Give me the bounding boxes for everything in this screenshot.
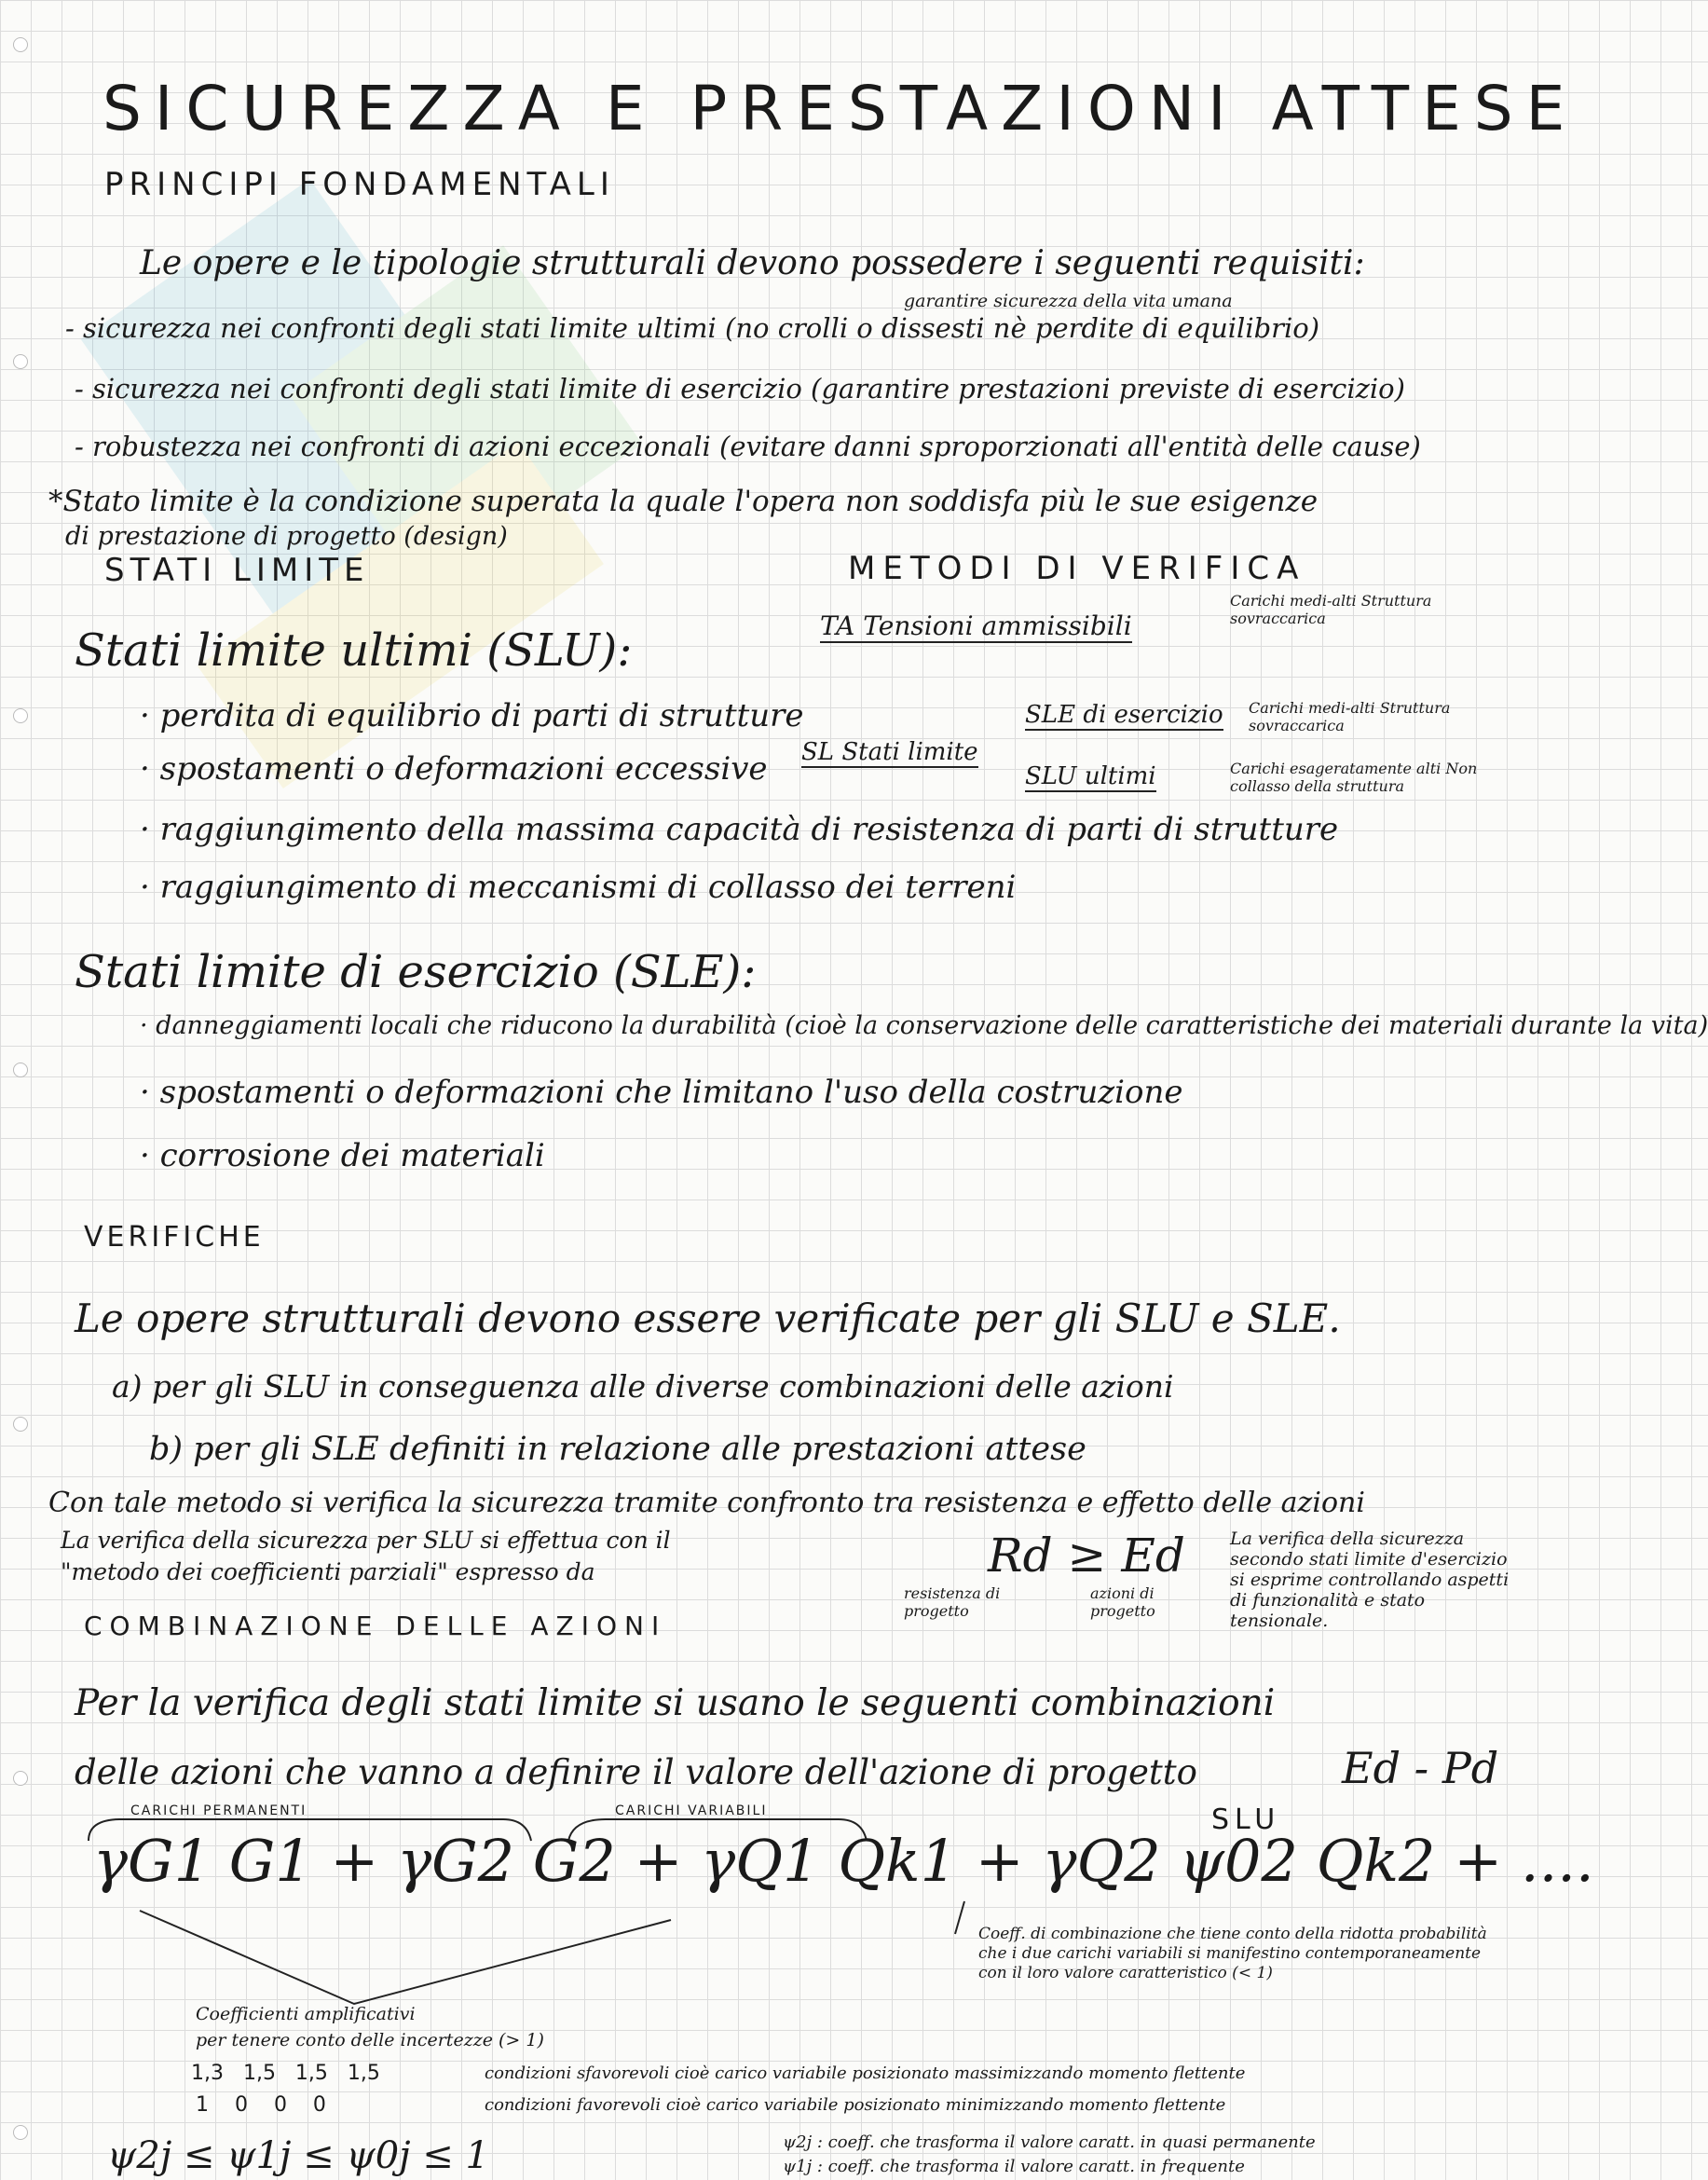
slu-item: · raggiungimento della massima capacità di resistenza di parti di strutture bbox=[140, 811, 1339, 848]
metodi-heading: METODI DI VERIFICA bbox=[848, 550, 1306, 587]
combinazione-heading: COMBINAZIONE DELLE AZIONI bbox=[84, 1611, 667, 1641]
carichi-permanenti-label: CARICHI PERMANENTI bbox=[130, 1803, 307, 1818]
psi2-definition: ψ2j : coeff. che trasforma il valore caratt. in quasi permanente bbox=[783, 2132, 1316, 2152]
amplificativi-note-2: per tenere conto delle incertezze (> 1) bbox=[196, 2030, 544, 2050]
definition-line-2: di prestazione di progetto (design) bbox=[65, 522, 508, 551]
req1-note: garantire sicurezza della vita umana bbox=[904, 291, 1233, 311]
sle-item: · danneggiamenti locali che riducono la durabilità (cioè la conservazione delle caratteristiche dei materiali durante la vita) bbox=[140, 1011, 1708, 1040]
requirement-3: - robustezza nei confronti di azioni eccezionali (evitare danni sproporzionati all'entità delle cause) bbox=[75, 431, 1421, 462]
verifiche-line-3: b) per gli SLE definiti in relazione alle prestazioni attese bbox=[149, 1431, 1086, 1468]
sle-heading: Stati limite di esercizio (SLE): bbox=[75, 946, 757, 998]
slu-heading: Stati limite ultimi (SLU): bbox=[75, 624, 633, 677]
principi-intro: Le opere e le tipologie strutturali devono possedere i seguenti requisiti: bbox=[140, 244, 1365, 282]
verifiche-heading: VERIFICHE bbox=[84, 1221, 265, 1254]
psi1-definition: ψ1j : coeff. che trasforma il valore caratt. in frequente bbox=[783, 2157, 1245, 2176]
principi-heading: PRINCIPI FONDAMENTALI bbox=[104, 166, 615, 203]
sle-item: · spostamenti o deformazioni che limitano l'uso della costruzione bbox=[140, 1074, 1183, 1111]
verifiche-line-1: Le opere strutturali devono essere verificate per gli SLU e SLE. bbox=[75, 1296, 1341, 1341]
stati-limite-heading: STATI LIMITE bbox=[104, 552, 370, 589]
metodo-sle: SLE di esercizio bbox=[1025, 701, 1223, 729]
verifiche-line-4: Con tale metodo si verifica la sicurezza tramite confronto tra resistenza e effetto delle azioni bbox=[48, 1487, 1365, 1519]
combinazione-line-1: Per la verifica degli stati limite si usano le seguenti combinazioni bbox=[75, 1682, 1276, 1724]
psi-inequality: ψ2j ≤ ψ1j ≤ ψ0j ≤ 1 bbox=[107, 2134, 489, 2177]
metodo-ta-note: Carichi medi-alti Struttura sovraccarica bbox=[1230, 592, 1432, 627]
coefficienti-row-1-text: condizioni sfavorevoli cioè carico variabile posizionato massimizzando momento flettente bbox=[485, 2063, 1246, 2083]
sle-side-note: La verifica della sicurezza secondo stati limite d'esercizio si esprime controllando aspetti di funzionalità e stato tensionale. bbox=[1230, 1529, 1510, 1631]
psi-note: Coeff. di combinazione che tiene conto della ridotta probabilità che i due carichi variabili si manifestino contemporaneamente con il loro valore caratteristico (< 1) bbox=[978, 1925, 1487, 1982]
verifiche-line-2: a) per gli SLU in conseguenza alle diverse combinazioni delle azioni bbox=[112, 1368, 1174, 1405]
sle-item: · corrosione dei materiali bbox=[140, 1137, 545, 1174]
verifiche-line-6: "metodo dei coefficienti parziali" espresso da bbox=[61, 1558, 595, 1585]
ed-pd-label: Ed - Pd bbox=[1342, 1743, 1499, 1793]
slu-item: · spostamenti o deformazioni eccessive bbox=[140, 750, 768, 788]
amplificativi-note-1: Coefficienti amplificativi bbox=[196, 2004, 416, 2024]
page-title: SICUREZZA E PRESTAZIONI ATTESE bbox=[102, 73, 1578, 144]
metodo-ta: TA Tensioni ammissibili bbox=[820, 610, 1132, 641]
rd-label: resistenza di progetto bbox=[904, 1584, 1001, 1620]
verifica-formula: Rd ≥ Ed bbox=[988, 1529, 1185, 1583]
metodo-slu: SLU ultimi bbox=[1025, 762, 1156, 790]
slu-item: · perdita di equilibrio di parti di strutture bbox=[140, 697, 804, 734]
ed-label: azioni di progetto bbox=[1090, 1584, 1155, 1620]
requirement-2: - sicurezza nei confronti degli stati limite di esercizio (garantire prestazioni previste di esercizio) bbox=[75, 373, 1405, 404]
carichi-variabili-label: CARICHI VARIABILI bbox=[615, 1803, 768, 1818]
metodo-sle-note: Carichi medi-alti Struttura sovraccarica bbox=[1249, 699, 1451, 734]
coefficienti-row-1: 1,3 1,5 1,5 1,5 bbox=[191, 2062, 380, 2085]
slu-label: SLU bbox=[1211, 1803, 1281, 1836]
metodo-sl: SL Stati limite bbox=[801, 738, 978, 766]
definition-line-1: *Stato limite è la condizione superata la quale l'opera non soddisfa più le sue esigenze bbox=[48, 485, 1319, 518]
coefficienti-row-2-text: condizioni favorevoli cioè carico variabile posizionato minimizzando momento flettente bbox=[485, 2095, 1226, 2115]
verifiche-line-5: La verifica della sicurezza per SLU si effettua con il bbox=[61, 1527, 671, 1554]
combinazione-formula: γG1 G1 + γG2 G2 + γQ1 Qk1 + γQ2 ψ02 Qk2 + .... bbox=[93, 1827, 1594, 1895]
combinazione-line-2: delle azioni che vanno a definire il valore dell'azione di progetto bbox=[75, 1752, 1197, 1792]
metodo-slu-note: Carichi esageratamente alti Non collasso della struttura bbox=[1230, 760, 1478, 795]
coefficienti-row-2: 1 0 0 0 bbox=[196, 2093, 326, 2117]
requirement-1: - sicurezza nei confronti degli stati limite ultimi (no crolli o dissesti nè perdite di equilibrio) bbox=[65, 312, 1320, 344]
slu-item: · raggiungimento di meccanismi di collasso dei terreni bbox=[140, 869, 1017, 906]
